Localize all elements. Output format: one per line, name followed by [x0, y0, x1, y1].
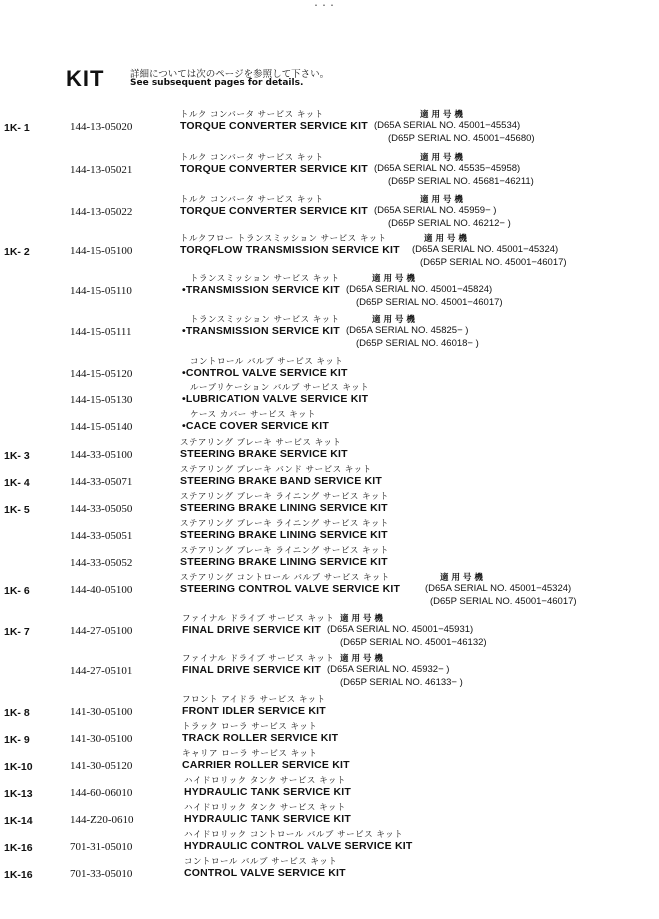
japanese-name: ファイナル ドライブ サービス キット: [182, 614, 335, 624]
serial-range-p: (D65P SERIAL NO. 45001−46132): [340, 637, 487, 648]
part-number: 144-13-05020: [70, 121, 133, 133]
item-index: 1K-16: [4, 842, 33, 854]
kit-name: •TRANSMISSION SERVICE KIT: [182, 284, 340, 296]
part-number: 141-30-05120: [70, 760, 133, 772]
japanese-name: キャリア ローラ サービス キット: [182, 749, 318, 759]
japanese-name: ステアリング コントロール バルブ サービス キット: [180, 573, 390, 583]
kit-name: •TRANSMISSION SERVICE KIT: [182, 325, 340, 337]
item-index: 1K-13: [4, 788, 33, 800]
applicable-serial-label: 適 用 号 機: [420, 110, 463, 120]
part-number: 144-Z20-0610: [70, 814, 134, 826]
kit-entry: [0, 151, 659, 191]
kit-name: STEERING BRAKE LINING SERVICE KIT: [180, 529, 388, 541]
kit-name: CONTROL VALVE SERVICE KIT: [184, 867, 346, 879]
applicable-serial-label: 適 用 号 機: [372, 274, 415, 284]
kit-name: TORQUE CONVERTER SERVICE KIT: [180, 205, 368, 217]
japanese-name: ステアリング ブレーキ サービス キット: [180, 438, 342, 448]
serial-range-p: (D65P SERIAL NO. 46212− ): [388, 218, 511, 229]
serial-range-a: (D65A SERIAL NO. 45825− ): [346, 325, 469, 336]
note-english: See subsequent pages for details.: [130, 78, 304, 88]
part-number: 144-33-05051: [70, 530, 133, 542]
japanese-name: ハイドロリック タンク サービス キット: [184, 803, 346, 813]
part-number: 144-27-05101: [70, 665, 133, 677]
kit-name: FRONT IDLER SERVICE KIT: [182, 705, 326, 717]
japanese-name: ルーブリケーション バルブ サービス キット: [190, 383, 370, 393]
part-number: 144-15-05100: [70, 245, 133, 257]
serial-range-p: (D65P SERIAL NO. 45001−46017): [356, 297, 503, 308]
item-index: 1K- 3: [4, 450, 30, 462]
serial-range-p: (D65P SERIAL NO. 45001−46017): [420, 257, 567, 268]
serial-range-a: (D65A SERIAL NO. 45959− ): [374, 205, 497, 216]
kit-entry: [0, 855, 659, 895]
japanese-name: トルクフロー トランスミッション サービス キット: [180, 234, 387, 244]
kit-entry: [0, 612, 659, 652]
applicable-serial-label: 適 用 号 機: [340, 614, 383, 624]
part-number: 144-15-05111: [70, 326, 132, 338]
serial-range-a: (D65A SERIAL NO. 45001−45931): [327, 624, 474, 635]
japanese-name: ステアリング ブレーキ ライニング サービス キット: [180, 519, 389, 529]
part-number: 144-33-05052: [70, 557, 133, 569]
japanese-name: トランスミッション サービス キット: [190, 315, 340, 325]
applicable-serial-label: 適 用 号 機: [440, 573, 483, 583]
part-number: 144-13-05021: [70, 164, 133, 176]
item-index: 1K- 6: [4, 585, 30, 597]
japanese-name: トルク コンバータ サービス キット: [180, 195, 324, 205]
kit-name: STEERING BRAKE LINING SERVICE KIT: [180, 502, 388, 514]
part-number: 144-15-05130: [70, 394, 133, 406]
part-number: 701-33-05010: [70, 868, 133, 880]
kit-name: FINAL DRIVE SERVICE KIT: [182, 624, 321, 636]
part-number: 144-15-05140: [70, 421, 133, 433]
applicable-serial-label: 適 用 号 機: [340, 654, 383, 664]
note-japanese: 詳細については次のページを参照して下さい。: [130, 69, 330, 80]
page-title: KIT: [66, 66, 105, 91]
applicable-serial-label: 適 用 号 機: [420, 195, 463, 205]
serial-range-p: (D65P SERIAL NO. 45001−46017): [430, 596, 577, 607]
serial-range-a: (D65A SERIAL NO. 45535−45958): [374, 163, 521, 174]
serial-range-p: (D65P SERIAL NO. 46133− ): [340, 677, 463, 688]
part-number: 144-15-05110: [70, 285, 132, 297]
kit-name: •LUBRICATION VALVE SERVICE KIT: [182, 393, 369, 405]
part-number: 144-60-06010: [70, 787, 133, 799]
part-number: 144-33-05071: [70, 476, 133, 488]
kit-name: TRACK ROLLER SERVICE KIT: [182, 732, 339, 744]
kit-name: HYDRAULIC TANK SERVICE KIT: [184, 813, 351, 825]
kit-entry: [0, 108, 659, 148]
item-index: 1K-14: [4, 815, 33, 827]
japanese-name: コントロール バルブ サービス キット: [190, 357, 344, 367]
kit-name: •CACE COVER SERVICE KIT: [182, 420, 329, 432]
japanese-name: コントロール バルブ サービス キット: [184, 857, 338, 867]
kit-entry: [0, 313, 659, 353]
kit-name: •CONTROL VALVE SERVICE KIT: [182, 367, 348, 379]
kit-entry: [0, 232, 659, 272]
part-number: 144-33-05050: [70, 503, 133, 515]
kit-name: STEERING BRAKE BAND SERVICE KIT: [180, 475, 383, 487]
applicable-serial-label: 適 用 号 機: [420, 153, 463, 163]
serial-range-p: (D65P SERIAL NO. 46018− ): [356, 338, 479, 349]
serial-range-a: (D65A SERIAL NO. 45932− ): [327, 664, 450, 675]
item-index: 1K-16: [4, 869, 33, 881]
japanese-name: ハイドロリック コントロール バルブ サービス キット: [184, 830, 404, 840]
japanese-name: トルク コンバータ サービス キット: [180, 153, 324, 163]
item-index: 1K- 4: [4, 477, 30, 489]
part-number: 141-30-05100: [70, 706, 133, 718]
japanese-name: トラック ローラ サービス キット: [182, 722, 318, 732]
part-number: 144-13-05022: [70, 206, 133, 218]
item-index: 1K- 1: [4, 122, 30, 134]
japanese-name: ハイドロリック タンク サービス キット: [184, 776, 346, 786]
japanese-name: ステアリング ブレーキ ライニング サービス キット: [180, 546, 389, 556]
part-number: 144-33-05100: [70, 449, 133, 461]
applicable-serial-label: 適 用 号 機: [372, 315, 415, 325]
kit-name: CARRIER ROLLER SERVICE KIT: [182, 759, 350, 771]
part-number: 701-31-05010: [70, 841, 133, 853]
kit-name: HYDRAULIC TANK SERVICE KIT: [184, 786, 351, 798]
part-number: 144-40-05100: [70, 584, 133, 596]
part-number: 141-30-05100: [70, 733, 133, 745]
serial-range-p: (D65P SERIAL NO. 45001−45680): [388, 133, 535, 144]
applicable-serial-label: 適 用 号 機: [424, 234, 467, 244]
item-index: 1K- 7: [4, 626, 30, 638]
kit-name: STEERING BRAKE SERVICE KIT: [180, 448, 348, 460]
kit-name: STEERING BRAKE LINING SERVICE KIT: [180, 556, 388, 568]
item-index: 1K- 5: [4, 504, 30, 516]
japanese-name: トランスミッション サービス キット: [190, 274, 340, 284]
kit-name: FINAL DRIVE SERVICE KIT: [182, 664, 321, 676]
kit-name: TORQUE CONVERTER SERVICE KIT: [180, 163, 368, 175]
serial-range-a: (D65A SERIAL NO. 45001−45324): [425, 583, 572, 594]
kit-name: STEERING CONTROL VALVE SERVICE KIT: [180, 583, 401, 595]
serial-range-a: (D65A SERIAL NO. 45001−45534): [374, 120, 521, 131]
kit-name: TORQFLOW TRANSMISSION SERVICE KIT: [180, 244, 400, 256]
japanese-name: ファイナル ドライブ サービス キット: [182, 654, 335, 664]
kit-entry: [0, 571, 659, 611]
japanese-name: ステアリング ブレーキ ライニング サービス キット: [180, 492, 389, 502]
kit-name: HYDRAULIC CONTROL VALVE SERVICE KIT: [184, 840, 413, 852]
japanese-name: ケース カバー サービス キット: [190, 410, 317, 420]
kit-entry: [0, 652, 659, 692]
item-index: 1K- 9: [4, 734, 30, 746]
kit-entry: [0, 272, 659, 312]
item-index: 1K- 2: [4, 246, 30, 258]
serial-range-a: (D65A SERIAL NO. 45001−45824): [346, 284, 493, 295]
item-index: 1K- 8: [4, 707, 30, 719]
japanese-name: トルク コンバータ サービス キット: [180, 110, 324, 120]
serial-range-p: (D65P SERIAL NO. 45681−46211): [388, 176, 534, 187]
part-number: 144-15-05120: [70, 368, 133, 380]
item-index: 1K-10: [4, 761, 33, 773]
serial-range-a: (D65A SERIAL NO. 45001−45324): [412, 244, 559, 255]
top-mark: ・・・: [312, 1, 336, 10]
kit-name: TORQUE CONVERTER SERVICE KIT: [180, 120, 368, 132]
part-number: 144-27-05100: [70, 625, 133, 637]
kit-entry: [0, 193, 659, 233]
japanese-name: ステアリング ブレーキ バンド サービス キット: [180, 465, 372, 475]
japanese-name: フロント アイドラ サービス キット: [182, 695, 326, 705]
